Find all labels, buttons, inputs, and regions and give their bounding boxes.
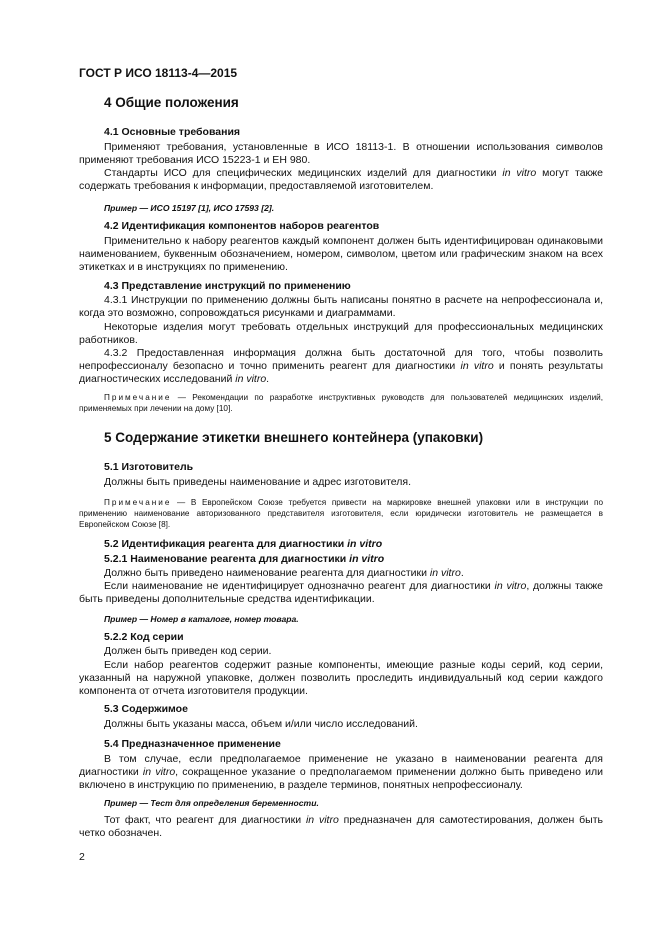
section-4-3-1-paragraph: 4.3.1 Инструкции по применению должны быть написаны понятно в расчете на непрофессионала и, когда это возможно, сопровождаться рисунками и диаграммами. [79, 294, 603, 319]
section-5-1-heading: 5.1 Изготовитель [104, 461, 194, 473]
section-5-2-2-paragraph-1: Должен быть приведен код серии. [104, 645, 272, 657]
section-5-1-paragraph-1: Должны быть приведены наименование и адрес изготовителя. [104, 476, 411, 488]
section-5-3-paragraph-1: Должны быть указаны масса, объем и/или число исследований. [104, 718, 418, 730]
section-5-2-2-paragraph-2: Если набор реагентов содержит разные компоненты, имеющие разные коды серий, код серии, указанный на наружной упаковке, должен позволить проследить индивидуальный код серии каждого компонента от отчета изготовителя продукции. [79, 659, 603, 697]
section-5-2-1-paragraph-1: Должно быть приведено наименование реагента для диагностики in vitro. [104, 567, 464, 579]
section-5-2-1-example: Пример — Номер в каталоге, номер товара. [104, 614, 299, 624]
section-4-1-example: Пример — ИСО 15197 [1], ИСО 17593 [2]. [104, 203, 275, 213]
section-4-3-2-paragraph: 4.3.2 Предоставленная информация должна быть достаточной для того, чтобы позволить непрофессионалу безопасно и точно применить реагент для диагностики in vitro и понять результаты диагностических исследований in vitro. [79, 347, 603, 385]
section-4-1-paragraph-2: Стандарты ИСО для специфических медицинских изделий для диагностики in vitro могут также содержать требования к информации, предоставляемой изготовителем. [79, 167, 603, 192]
section-4-2-heading: 4.2 Идентификация компонентов наборов реагентов [104, 220, 380, 232]
section-5-2-2-heading: 5.2.2 Код серии [104, 631, 184, 643]
section-5-4-example: Пример — Тест для определения беременности. [104, 798, 319, 808]
section-4-heading: 4 Общие положения [104, 95, 239, 110]
section-5-4-paragraph-1: В том случае, если предполагаемое применение не указано в наименовании реагента для диагностики in vitro, сокращенное указание о предполагаемом применении должно быть приведено или включено в инструкцию по применению, в разделе терминов, понятных непрофессионалу. [79, 753, 603, 791]
section-5-4-heading: 5.4 Предназначенное применение [104, 738, 281, 750]
section-5-2-heading: 5.2 Идентификация реагента для диагностики in vitro [104, 538, 383, 550]
section-4-3-heading: 4.3 Представление инструкций по применению [104, 280, 351, 292]
section-5-2-1-heading: 5.2.1 Наименование реагента для диагностики in vitro [104, 553, 385, 565]
section-5-3-heading: 5.3 Содержимое [104, 703, 188, 715]
document-header: ГОСТ Р ИСО 18113-4—2015 [79, 66, 238, 80]
page-number: 2 [79, 851, 85, 863]
section-5-1-note: Примечание — В Европейском Союзе требуется привести на маркировке внешней упаковки или в инструкции по применению наименование авторизованного представителя изготовителя, если юридически изготовитель не размещается в Европейском Союзе [8]. [79, 498, 603, 529]
section-4-1-paragraph-1: Применяют требования, установленные в ИСО 18113-1. В отношении использования символов применяют требования ИСО 15223-1 и ЕН 980. [79, 141, 603, 166]
section-4-2-paragraph-1: Применительно к набору реагентов каждый компонент должен быть идентифицирован одинаковыми наименованием, буквенным обозначением, номером, символом, цветом или графическим знаком на всех этикетках и в инструкциях по применению. [79, 235, 603, 273]
section-5-4-paragraph-2: Тот факт, что реагент для диагностики in vitro предназначен для самотестирования, должен быть четко обозначен. [79, 814, 603, 839]
section-4-3-paragraph-2: Некоторые изделия могут требовать отдельных инструкций для профессиональных медицинских работников. [79, 321, 603, 346]
section-4-3-note: Примечание — Рекомендации по разработке инструктивных руководств для пользователей медицинских изделий, применяемых при лечении на дому [10]. [79, 393, 603, 413]
section-5-2-1-paragraph-2: Если наименование не идентифицирует однозначно реагент для диагностики in vitro, должны также быть приведены дополнительные средства идентификации. [79, 580, 603, 605]
section-4-1-heading: 4.1 Основные требования [104, 126, 241, 138]
section-5-heading: 5 Содержание этикетки внешнего контейнера (упаковки) [104, 430, 484, 445]
